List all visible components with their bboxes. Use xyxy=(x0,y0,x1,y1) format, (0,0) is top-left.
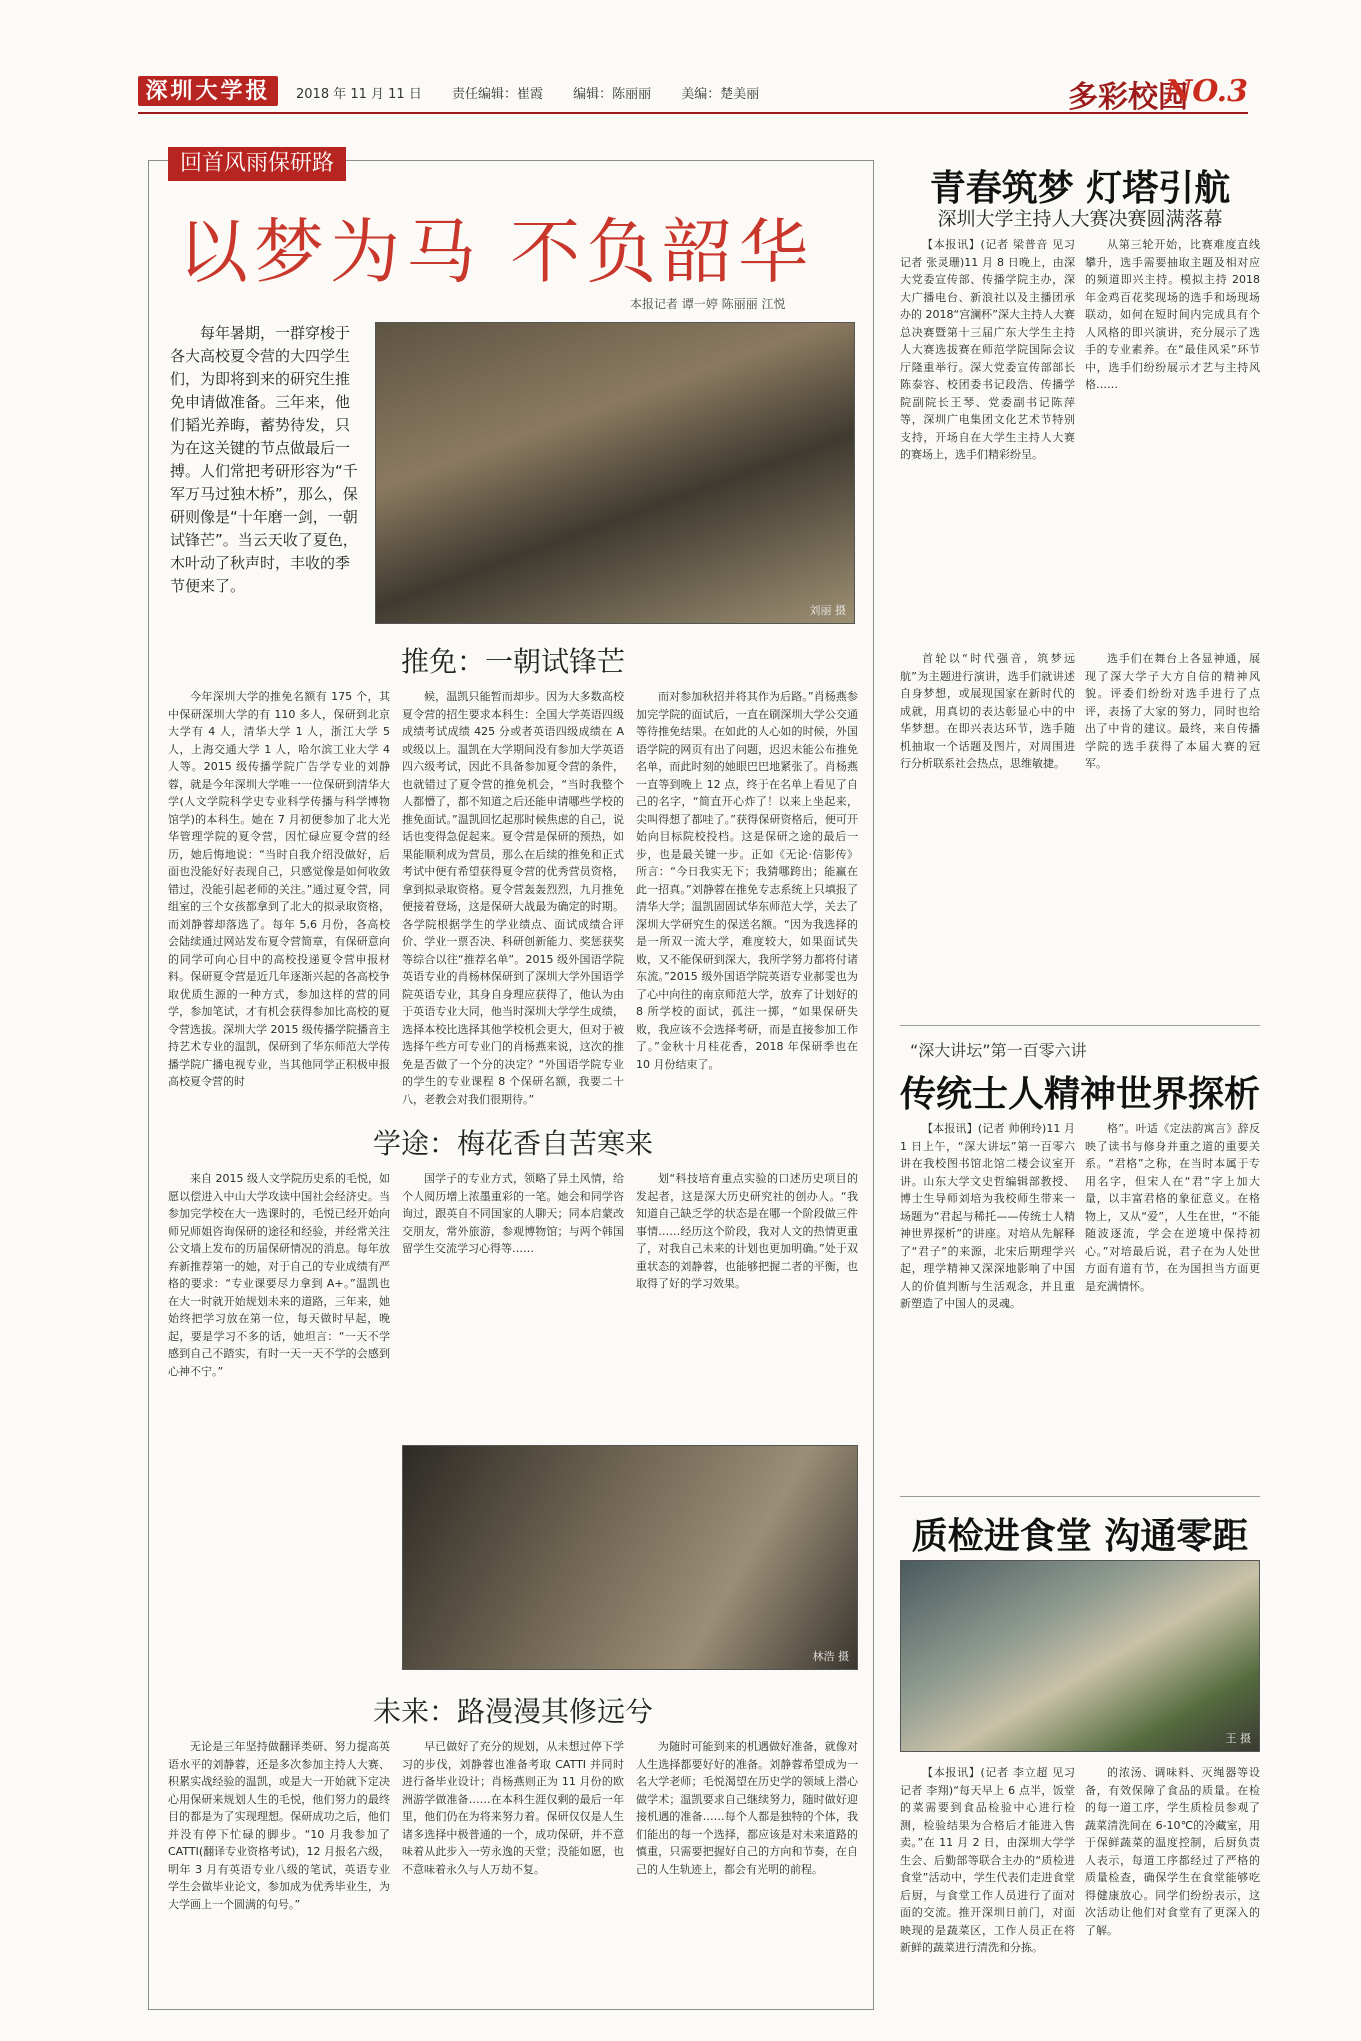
subhead-study-path: 学途：梅花香自苦寒来 xyxy=(372,1127,653,1160)
section3-column2: 早已做好了充分的规划，从未想过停下学习的步伐，刘静蓉也准备考取 CATTI 并同时进行备毕业设计；肖杨燕则正为 11 月份的欧洲游学做准备……在本科生涯仅剩的最后一年里，他们仍在为将来努力着。保研仅仅是人生诸多选择中极普通的一个，成功保研，并不意味着从此步入一劳永逸的天堂；没能如愿，也不意味着永久与人万劫不复。 xyxy=(402,1740,624,1876)
host-contest-column4: 选手们在舞台上各显神通，展现了深大学子大方自信的精神风貌。评委们纷纷对选手进行了点评，表扬了大家的努力，同时也给出了中肯的建议。最终，来自传播学院的选手获得了本届大赛的冠军。 xyxy=(1085,652,1260,770)
library-study-photo xyxy=(402,1445,858,1670)
divider xyxy=(900,1025,1260,1026)
feature-title: 以梦为马 不负韶华 xyxy=(178,211,815,293)
editor: 编辑：陈丽丽 xyxy=(573,87,652,102)
section1-column3: 而对参加秋招并将其作为后路。”肖杨燕参加完学院的面试后，一直在刷深圳大学公交通等待推免结果。在如此的人心如的时候，外国语学院的网页有出了问题，迟迟未能公布推免名单，而此时刻的她眼巴巴地紧张了。肖杨燕一直等到晚上 12 点，终于在名单上看见了自己的名字，“简直开心炸了！以来上坐起来，尖叫得想了都哇了。”获得保研资格后，便可开始向目标院校投档。这是保研之途的最后一步，也是最关键一步。正如《无论·信影传》所言：“今日我实无下；我猜哪跨出；能赢在此一招真。”刘静蓉在推免专志系统上只填报了清华大学；温凯固固试华东师范大学，关去了深圳大学研究生的保送名额。“因为我选择的是一所双一流大学，难度较大，如果面试失败，又不能保研到深大，我所学努力都将付诸东流。”2015 级外国语学院英语专业郝雯也为了心中向往的南京师范大学，放弃了计划好的 8 所学校的面试，孤注一掷，“如果保研失败，我应该不会选择考研，而是直接参加工作了。”金秋十月桂花香，2018 年保研季也在 10 月份结束了。 xyxy=(636,690,858,1071)
feature-byline: 本报记者 谭一婷 陈丽丽 江悦 xyxy=(630,297,786,311)
host-contest-column2: 从第三轮开始，比赛难度直线攀升，选手需要抽取主题及相对应的频道即兴主持。模拟主持 2018 年金鸡百花奖现场的选手和场现场联动，如何在短时间内完成具有个人风格的即兴演讲，充分展示了选手的专业素养。在“最佳风采”环节中，选手们纷纷展示才艺与主持风格…… xyxy=(1085,238,1260,391)
section3-column3: 为随时可能到来的机遇做好准备，就像对人生选择都要好好的准备。刘静蓉希望成为一名大学老师；毛悦渴望在历史学的领域上潜心做学术；温凯要求自己继续努力，随时做好迎接机遇的准备……每个人都是独特的个体，我们能出的每一个选择，都应该是对未来道路的慎重，只需要把握好自己的方向和节奏，在自己的人生轨迹上，都会有光明的前程。 xyxy=(636,1740,858,1876)
photo-caption: 林浩 摄 xyxy=(812,1650,849,1663)
student-studying-photo xyxy=(375,322,855,624)
subhead-future: 未来：路漫漫其修远兮 xyxy=(372,1695,653,1728)
newspaper-logo: 深圳大学报 xyxy=(138,76,278,106)
host-contest-title: 青春筑梦 灯塔引航 xyxy=(929,167,1231,209)
subhead-recommendation: 推免：一朝试锋芒 xyxy=(400,645,625,678)
responsible-editor: 责任编辑：崔霞 xyxy=(451,87,543,102)
lecture-column1: 【本报讯】(记者 帅俐玲)11 月 1 日上午，“深大讲坛”第一百零六讲在我校图书馆北馆二楼会议室开讲。山东大学文史哲编辑部教授、博士生导师刘培为我校师生带来一场题为“君起与稀托——传统士人精神世界探析”的讲座。对培从先解释了“君子”的来源，北宋后期理学兴起，理学精神又深深地影响了中国人的价值判断与生活观念，并且重新塑造了中国人的灵魂。 xyxy=(900,1122,1075,1310)
section1-column2: 候，温凯只能暂而却步。因为大多数高校夏令营的招生要求本科生：全国大学英语四级成绩考试成绩 425 分或者英语四级成绩在 A 或级以上。温凯在大学期间没有参加大学英语四六级考试，因此不具备参加夏令营的条件，也就错过了夏令营的推免机会，“当时我整个人都懵了，都不知道之后还能申请哪些学校的推免面试。”温凯回忆起那时候焦虑的自己，说话也变得急促起来。夏令营是保研的预热，如果能顺利成为营员，那么在后续的推免和正式考试中便有希望获得夏令营的优秀营员资格，拿到拟录取资格。夏令营轰轰烈烈，九月推免便接着登场，这是保研大战最为确定的时期。各学院根据学生的学业绩点、面试成绩合评价、学业一票否决、科研创新能力、奖惩获奖等综合以往“推荐名单”。2015 级外国语学院英语专业的肖杨林保研到了深圳大学外国语学院英语专业，其身自身理应获得了，他认为由于英语专业大同，他当时深圳大学学生成绩，选择本校比选择其他学校机会更大，但对于被选择午些方可专业门的肖杨燕来说，这次的推免是否做了一个分的决定？“外国语学院专业的学生的专业课程 8 个保研名额，我要二十八，老教会对我们很期待。” xyxy=(402,690,624,1106)
feature-column-tag: 回首风雨保研路 xyxy=(168,147,346,181)
lecture-kicker: “深大讲坛”第一百零六讲 xyxy=(910,1041,1087,1060)
section2-column3: 划“科技培育重点实验的口述历史项目的发起者，这是深大历史研究社的创办人。“我知道自己缺乏学的状态是在哪一个阶段做三件事情……经历这个阶段，我对人文的热情更重了，对我自己未来的计划也更加明确。”处于双重状态的刘静蓉，也能够把握二者的平衡，也取得了好的学习效果。 xyxy=(636,1172,858,1290)
lecture-column2: 格”。叶适《定法韵寓言》辞反映了读书与修身并重之道的重要关系。“君格”之称，在当时本属于专用名字，但宋人在“君”字上加大量，以丰富君格的象征意义。在格物上，又从“爱”，人生在世，“不能随波逐流，学会在逆境中保持初心。”对培最后说，君子在为人处世方面有道有节，在为国担当方面更是充满情怀。 xyxy=(1085,1122,1260,1293)
host-contest-subtitle: 深圳大学主持人大赛决赛圆满落幕 xyxy=(937,208,1223,230)
host-contest-column3: 首轮以“时代强音，筑梦远航”为主题进行演讲，选手们就讲述自身梦想，或展现国家在新时代的成就，用真切的表达彰显心中的中华梦想。在即兴表达环节，选手随机抽取一个话题及图片，对周围进行分析联系社会热点，思维敏捷。 xyxy=(900,652,1075,770)
section2-column1: 来自 2015 级人文学院历史系的毛悦，如愿以偿进入中山大学攻读中国社会经济史。当参加完学校在大一选课时的，毛悦已经开始向师兄师姐咨询保研的途径和经验，并经常关注公文墙上发布的历届保研情况的消息。每年放弃新推荐第一的她，对于自己的专业成绩有严格的要求：“专业课要尽力拿到 A+。”温凯也在大一时就开始规划未来的道路，三年来，她始终把学习放在第一位，每天做时早起，晚起，要是学习不多的话，她坦言：“一天不学感到自己不踏实，有时一天一天不学的会感到心神不宁。” xyxy=(168,1172,390,1378)
masthead xyxy=(138,74,1248,114)
feature-intro: 每年暑期，一群穿梭于各大高校夏令营的大四学生们，为即将到来的研究生推免申请做准备。三年来，他们韬光养晦，蓄势待发，只为在这关键的节点做最后一搏。人们常把考研形容为“千军万马过独木桥”，那么，保研则像是“十年磨一剑，一朝试锋芒”。当云天收了夏色，木叶动了秋声时，丰收的季节便来了。 xyxy=(170,324,358,595)
canteen-column2: 的浓汤、调味料、灭绳器等设备，有效保障了食品的质量。在检的每一道工序，学生质检员参观了蔬菜清洗间在 6-10℃的冷藏室，用于保鲜蔬菜的温度控制，后厨负责人表示，每道工序都经过了严格的质量检查，确保学生在食堂能够吃得健康放心。同学们纷纷表示，这次活动让他们对食堂有了更深入的了解。 xyxy=(1085,1766,1260,1937)
section1-column1: 今年深圳大学的推免名额有 175 个，其中保研深圳大学的有 110 多人，保研到北京大学有 4 人，清华大学 1 人，浙江大学 5 人，上海交通大学 1 人，哈尔滨工业大学 4 人等。2015 级传播学院广告学专业的刘静蓉，就是今年深圳大学唯一一位保研到清华大学(人文学院科学史专业科学传播与科学博物馆学)的本科生。她在 7 月初便参加了北大光华管理学院的夏令营，因忙碌应夏令营的经历，她后悔地说：“当时自我介绍没做好，后面也没能好好表现自己，只感觉像是如何收敛错过，没能引起老师的关注。”通过夏令营，同组室的三个女孩都拿到了北大的拟录取资格，而刘静蓉却落选了。每年 5,6 月份，各高校会陆续通过网站发布夏令营简章，有保研意向的同学可向心目中的高校投递夏令营申报材料。保研夏令营是近几年逐渐兴起的各高校争取优质生源的一种方式，参加这样的营的同学，参加笔试，才有机会获得参加比高校的夏令营选拔。深圳大学 2015 级传播学院播音主持艺术专业的温凯，保研到了华东师范大学传播学院广播电视专业，当其他同学正积极申报高校夏令营的时 xyxy=(168,690,390,1088)
photo-caption: 刘丽 摄 xyxy=(809,604,846,617)
section-title: 多彩校园 xyxy=(1068,80,1188,115)
host-contest-column1: 【本报讯】(记者 梁普音 见习记者 张灵珊)11 月 8 日晚上，由深大党委宣传部、传播学院主办，深大广播电台、新浪社以及主播团承办的 2018“宫澜杯”深大主持人大赛总决赛暨第十三届广东大学生主持人大赛选拔赛在师范学院国际会议厅隆重举行。深大党委宣传部部长陈泰容、校团委书记段浩、传播学院副院长王琴、党委副书记陈萍等，深圳广电集团文化艺术节特别支持，开场自在大学生主持人大赛的赛场上，选手们精彩纷呈。 xyxy=(900,238,1075,461)
divider xyxy=(900,1496,1260,1497)
issue-meta xyxy=(296,83,785,102)
designer: 美编：楚美丽 xyxy=(681,87,760,102)
photo-caption: 王 摄 xyxy=(1225,1732,1251,1745)
section3-column1: 无论是三年坚持做翻译类研、努力提高英语水平的刘静蓉，还是多次参加主持人大赛、积累实战经验的温凯，或是大一开始就下定决心用保研来规划人生的毛悦，他们努力的最终目的都是为了实现理想。保研成功之后，他们并没有停下忙碌的脚步。“10 月我参加了 CATTI(翻译专业资格考试)，12 月报名六级，明年 3 月有英语专业八级的笔试，英语专业学生会做毕业论文，参加成为优秀毕业生，为大学画上一个圆满的句号。” xyxy=(168,1740,390,1911)
issue-date: 2018 年 11 月 11 日 xyxy=(296,87,422,102)
canteen-inspection-photo xyxy=(900,1560,1260,1752)
canteen-title: 质检进食堂 沟通零距 xyxy=(911,1515,1249,1557)
canteen-column1: 【本报讯】(记者 李立超 见习记者 李翔)“每天早上 6 点半，饭堂的菜需要到食品检验中心进行检测，检验结果为合格后才能进入售卖。”在 11 月 2 日，由深圳大学学生会、后勤部等联合主办的“质检进食堂”活动中，学生代表们走进食堂后厨，与食堂工作人员进行了面对面的交流。推开深圳日前门，对面映现的是蔬菜区，工作人员正在将新鲜的蔬菜进行清洗和分拣。 xyxy=(900,1766,1075,1954)
lecture-title: 传统士人精神世界探析 xyxy=(900,1073,1261,1115)
page-number: NO.3 xyxy=(1164,74,1248,109)
section2-column2: 国学子的专业方式，领略了异土风情，给个人阅历增上浓墨重彩的一笔。她会和同学咨询过，跟英自不同国家的人聊天；同本启蒙改交朋友，常外旅游，参观博物馆；与两个韩国留学生交流学习心得等…… xyxy=(402,1172,624,1255)
